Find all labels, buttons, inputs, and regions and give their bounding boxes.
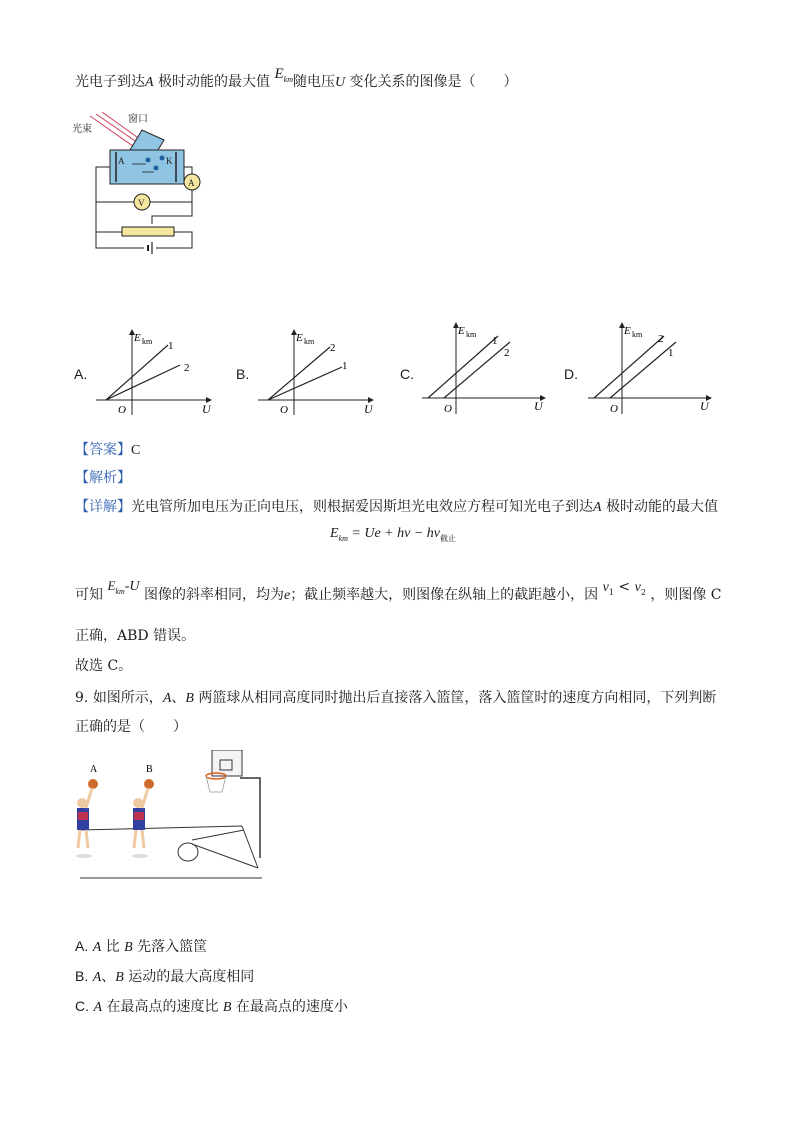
analysis-heading: 【解析】	[75, 470, 131, 486]
plate-A-label: A	[118, 156, 125, 166]
svg-text:E: E	[296, 332, 303, 344]
line-label-top: 2	[330, 342, 336, 354]
basketball-illustration	[72, 750, 267, 880]
answer-label: 答案	[89, 442, 117, 458]
player-B-label: B	[146, 764, 153, 775]
svg-text:km: km	[466, 330, 477, 339]
graph-option-A	[96, 325, 216, 420]
conclusion-line-2: 正确，ABD 错误。	[75, 628, 196, 644]
svg-text:U: U	[202, 402, 211, 416]
graph-option-B	[258, 325, 378, 420]
svg-text:E: E	[624, 325, 631, 337]
choice-C: C. A 在最高点的速度比 B 在最高点的速度小	[75, 998, 348, 1015]
answer-line: 【答案】C	[75, 442, 141, 458]
line-label-bottom: 2	[184, 362, 190, 374]
conclusion-line-1: 可知 $E_{km}-U$ 图像的斜率相同，均为e；截止频率越大，则图像在纵轴上的截距越小，因 $\nu_1 < \nu_2$ ，则图像 C	[75, 578, 722, 603]
svg-text:O: O	[118, 404, 126, 416]
svg-text:U: U	[364, 402, 373, 416]
option-D-letter: D.	[564, 366, 578, 382]
line-label-bottom: 1	[342, 360, 348, 372]
svg-text:E: E	[134, 332, 141, 344]
choice-A: A. A 比 B 先落入篮筐	[75, 938, 208, 955]
graph-option-D	[588, 318, 718, 418]
line-label-top: 1	[492, 335, 498, 347]
line-label-top: 2	[658, 333, 664, 345]
player-A-label: A	[90, 764, 98, 775]
svg-text:O: O	[444, 403, 452, 415]
q9-stem-line-2: 正确的是（ ）	[75, 719, 187, 735]
window-label: 窗口	[128, 114, 148, 125]
svg-text:U: U	[700, 399, 709, 413]
svg-text:km: km	[142, 337, 153, 346]
option-C-letter: C.	[400, 366, 414, 382]
detail-line: 【详解】光电管所加电压为正向电压，则根据爱因斯坦光电效应方程可知光电子到达A 极时动能的最大值	[75, 499, 719, 515]
svg-text:km: km	[304, 337, 315, 346]
svg-text:E: E	[458, 325, 465, 337]
q8-stem: 光电子到达A 极时动能的最大值 $E_{km}$随电压U 变化关系的图像是（ ）	[75, 66, 518, 90]
ammeter-label: A	[188, 178, 195, 188]
beam-label: 光束	[72, 124, 92, 135]
plate-K-label: K	[166, 156, 173, 166]
graph-option-C	[422, 318, 552, 418]
svg-text:O: O	[610, 403, 618, 415]
photoelectric-apparatus-diagram	[72, 112, 212, 262]
svg-text:O: O	[280, 404, 288, 416]
q9-stem: 9. 如图所示，A、B 两篮球从相同高度同时抛出后直接落入篮筐，落入篮筐时的速度方向相同，下列判断	[75, 690, 717, 706]
svg-text:km: km	[632, 330, 643, 339]
voltmeter-label: V	[138, 198, 145, 208]
line-label-top: 1	[168, 340, 174, 352]
conclusion-final: 故选 C。	[75, 658, 133, 674]
choice-B: B. A、B 运动的最大高度相同	[75, 968, 255, 985]
line-label-bottom: 1	[668, 347, 674, 359]
answer-value: C	[131, 443, 141, 458]
option-B-letter: B.	[236, 366, 250, 382]
formula: $E_{km} = Ue + h\nu - h\nu_{截止}$	[330, 526, 456, 543]
option-A-letter: A.	[74, 366, 88, 382]
line-label-bottom: 2	[504, 347, 510, 359]
svg-text:U: U	[534, 399, 543, 413]
